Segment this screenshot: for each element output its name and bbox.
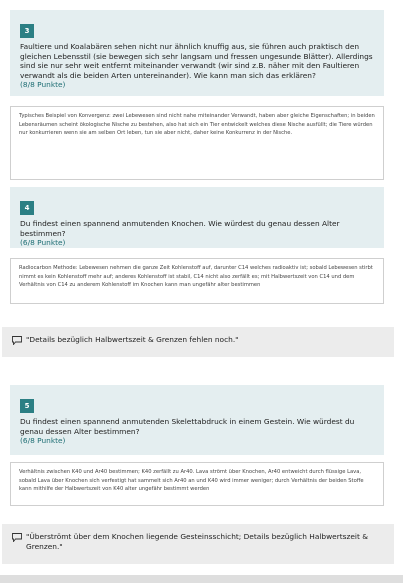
question-card-5 bbox=[10, 385, 384, 455]
question-points: (6/8 Punkte) bbox=[20, 238, 66, 248]
answer-text: Typisches Beispiel von Konvergenz: zwei Lebewesen sind nicht nahe miteinander Verwandt, haben aber gleiche Eigenschaften; in beiden Lebensräumen scheint ökologische Nische zu bestehen, also hat sich ein Tier entwickelt welches diese Nische ausfüllt; die Tiere würden nur konkurrieren wenn sie am selben Ort leben, tun sie aber nicht, daher keine Konkurrenz in der Nische. bbox=[19, 113, 375, 137]
feedback-box-4 bbox=[2, 327, 394, 357]
feedback-text: "Details bezüglich Halbwertszeit & Grenzen fehlen noch." bbox=[26, 335, 239, 344]
feedback-box-5 bbox=[2, 524, 394, 564]
comment-icon bbox=[12, 336, 22, 345]
question-number-badge: 4 bbox=[20, 201, 34, 215]
answer-text: Radiocarbon Methode: Lebewesen nehmen die ganze Zeit Kohlenstoff auf, darunter C14 welches radioaktiv ist; sobald Lebewesen stirbt nimmt es kein Kohlenstoff mehr auf; anderes Kohlenstoff ist stabil, C14 nicht also zerfällt es; mit Halbwertszeit von C14 und dem Verhältnis von C14 zu anderem Kohlenstoff im Knochen kann man ungefähr alter bestimmen bbox=[19, 265, 373, 289]
question-number-badge: 3 bbox=[20, 24, 34, 38]
question-points: (6/8 Punkte) bbox=[20, 436, 66, 446]
answer-box-4[interactable] bbox=[10, 258, 384, 304]
question-points: (8/8 Punkte) bbox=[20, 80, 66, 90]
answer-box-3[interactable] bbox=[10, 106, 384, 180]
question-text: Du findest einen spannend anmutenden Knochen. Wie würdest du genau dessen Alter bestimmen? bbox=[20, 219, 340, 238]
question-text: Faultiere und Koalabären sehen nicht nur ähnlich knuffig aus, sie führen auch praktisch den gleichen Lebensstil (sie bewegen sich sehr langsam und fressen ungesunde Blätter). Allerdings sind sie nur sehr weit entfernt miteinander verwandt (wir sind z.B. näher mit den Faultieren verwandt als die beiden Arten untereinander). Wie kann man sich das erklären? bbox=[20, 42, 373, 80]
answer-box-5[interactable] bbox=[10, 462, 384, 506]
question-text: Du findest einen spannend anmutenden Skelettabdruck in einem Gestein. Wie würdest du genau dessen Alter bestimmen? bbox=[20, 417, 355, 436]
question-card-4 bbox=[10, 187, 384, 248]
answer-text: Verhältnis zwischen K40 und Ar40 bestimmen; K40 zerfällt zu Ar40. Lava strömt über Knochen, Ar40 entweicht durch flüssige Lava, sobald Lava über Knochen sich verfestigt hat sammelt sich Ar40 an und K40 wird immer weniger; durch Verhältnis der beiden Stoffe kann mithilfe der Halbwertszeit von K40 alter ungefähr bestimmt werden bbox=[19, 469, 364, 493]
question-card-3 bbox=[10, 10, 384, 96]
feedback-text: "Überströmt über dem Knochen liegende Gesteinsschicht; Details bezüglich Halbwertszeit & Grenzen." bbox=[26, 532, 368, 551]
question-number-badge: 5 bbox=[20, 399, 34, 413]
comment-icon bbox=[12, 533, 22, 542]
bottom-scroll-strip bbox=[0, 575, 403, 583]
